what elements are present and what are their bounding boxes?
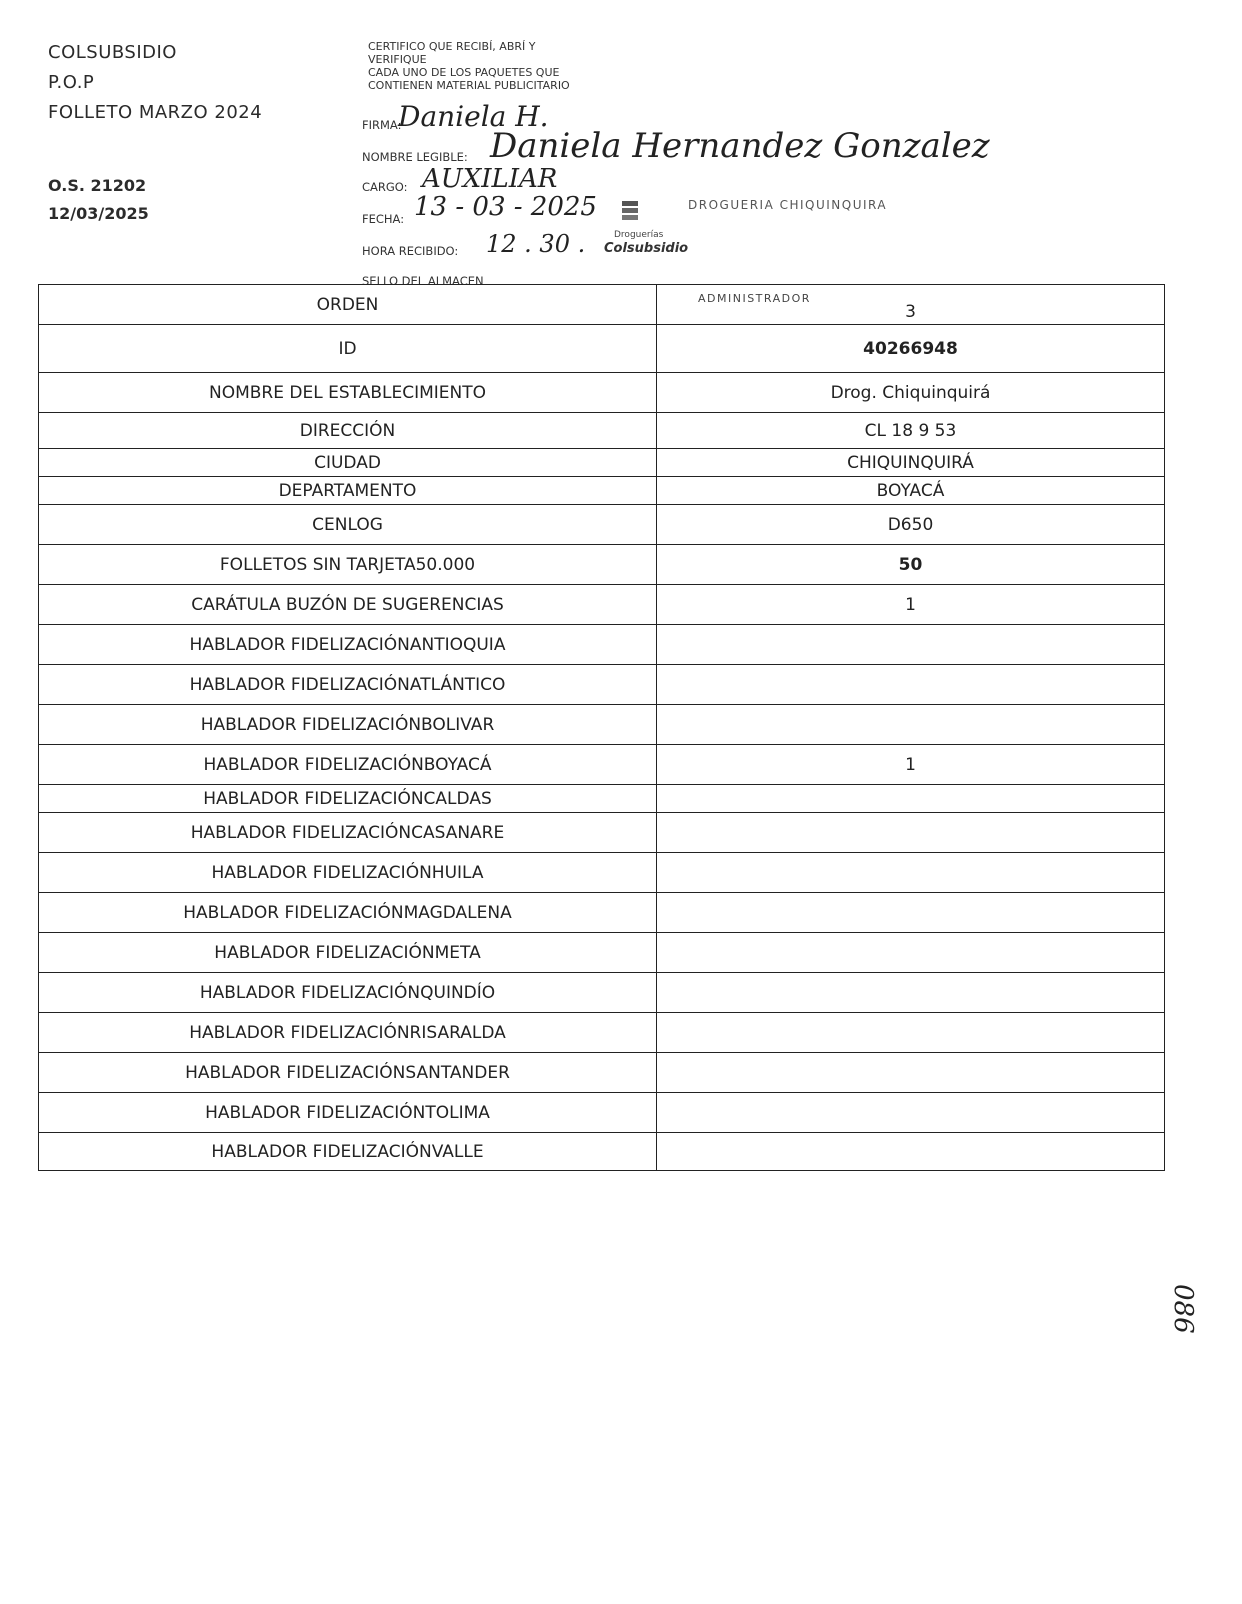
row-label: HABLADOR FIDELIZACIÓNRISARALDA bbox=[39, 1013, 657, 1053]
table-row bbox=[39, 449, 1165, 477]
table-row bbox=[39, 933, 1165, 973]
company-name: COLSUBSIDIO bbox=[48, 42, 177, 63]
row-value bbox=[657, 665, 1165, 705]
row-value: CL 18 9 53 bbox=[657, 413, 1165, 449]
fecha-label: FECHA: bbox=[362, 212, 405, 226]
table-row bbox=[39, 285, 1165, 325]
table-row bbox=[39, 785, 1165, 813]
cargo-label: CARGO: bbox=[362, 180, 408, 194]
row-label: CIUDAD bbox=[39, 449, 657, 477]
table-row bbox=[39, 853, 1165, 893]
row-label: CENLOG bbox=[39, 505, 657, 545]
row-value bbox=[657, 705, 1165, 745]
stamp-brand: Colsubsidio bbox=[604, 241, 689, 256]
order-date: 12/03/2025 bbox=[48, 204, 149, 223]
row-value: Drog. Chiquinquirá bbox=[657, 373, 1165, 413]
row-value bbox=[657, 1013, 1165, 1053]
table-row bbox=[39, 477, 1165, 505]
row-label: DIRECCIÓN bbox=[39, 413, 657, 449]
sello-label: SELLO DEL ALMACEN bbox=[362, 274, 484, 288]
row-label: HABLADOR FIDELIZACIÓNMAGDALENA bbox=[39, 893, 657, 933]
row-value: 1 bbox=[657, 745, 1165, 785]
table-row bbox=[39, 1093, 1165, 1133]
row-label: HABLADOR FIDELIZACIÓNBOYACÁ bbox=[39, 745, 657, 785]
nombre-value: Daniela Hernandez Gonzalez bbox=[490, 126, 990, 166]
nombre-label: NOMBRE LEGIBLE: bbox=[362, 150, 468, 164]
row-value bbox=[657, 625, 1165, 665]
row-value bbox=[657, 1093, 1165, 1133]
row-value bbox=[657, 813, 1165, 853]
fecha-value: 13 - 03 - 2025 bbox=[414, 192, 597, 222]
row-label: HABLADOR FIDELIZACIÓNHUILA bbox=[39, 853, 657, 893]
row-value: 40266948 bbox=[657, 325, 1165, 373]
table-row bbox=[39, 1013, 1165, 1053]
table-row bbox=[39, 893, 1165, 933]
campaign-title: FOLLETO MARZO 2024 bbox=[48, 102, 263, 123]
row-label: DEPARTAMENTO bbox=[39, 477, 657, 505]
margin-note: 086 bbox=[1168, 1284, 1198, 1334]
row-value bbox=[657, 893, 1165, 933]
row-label: HABLADOR FIDELIZACIÓNANTIOQUIA bbox=[39, 625, 657, 665]
document-type: P.O.P bbox=[48, 72, 95, 93]
row-value: BOYACÁ bbox=[657, 477, 1165, 505]
row-label: HABLADOR FIDELIZACIÓNSANTANDER bbox=[39, 1053, 657, 1093]
row-value bbox=[657, 973, 1165, 1013]
colsubsidio-logo-icon bbox=[620, 198, 642, 228]
table-row bbox=[39, 1053, 1165, 1093]
table-row bbox=[39, 745, 1165, 785]
table-row bbox=[39, 413, 1165, 449]
row-value bbox=[657, 853, 1165, 893]
row-label: HABLADOR FIDELIZACIÓNCALDAS bbox=[39, 785, 657, 813]
row-label: HABLADOR FIDELIZACIÓNMETA bbox=[39, 933, 657, 973]
row-label: HABLADOR FIDELIZACIÓNVALLE bbox=[39, 1133, 657, 1171]
cargo-value: AUXILIAR bbox=[422, 164, 558, 194]
firma-label: FIRMA: bbox=[362, 118, 402, 132]
row-label: HABLADOR FIDELIZACIÓNCASANARE bbox=[39, 813, 657, 853]
row-label: CARÁTULA BUZÓN DE SUGERENCIAS bbox=[39, 585, 657, 625]
row-value bbox=[657, 933, 1165, 973]
row-label: HABLADOR FIDELIZACIÓNTOLIMA bbox=[39, 1093, 657, 1133]
table-row bbox=[39, 625, 1165, 665]
row-value: 50 bbox=[657, 545, 1165, 585]
row-label: FOLLETOS SIN TARJETA50.000 bbox=[39, 545, 657, 585]
stamp-role: ADMINISTRADOR bbox=[698, 292, 811, 305]
row-value: 3 bbox=[657, 285, 1165, 325]
order-number: O.S. 21202 bbox=[48, 176, 147, 195]
row-value bbox=[657, 1133, 1165, 1171]
row-value: 1 bbox=[657, 585, 1165, 625]
table-row bbox=[39, 373, 1165, 413]
row-value bbox=[657, 1053, 1165, 1093]
table-row bbox=[39, 325, 1165, 373]
material-table bbox=[38, 284, 1165, 1171]
order-info bbox=[48, 172, 149, 228]
row-label: HABLADOR FIDELIZACIÓNATLÁNTICO bbox=[39, 665, 657, 705]
row-label: HABLADOR FIDELIZACIÓNQUINDÍO bbox=[39, 973, 657, 1013]
hora-label: HORA RECIBIDO: bbox=[362, 244, 459, 258]
hora-value: 12 . 30 . bbox=[486, 230, 586, 258]
row-label: NOMBRE DEL ESTABLECIMIENTO bbox=[39, 373, 657, 413]
row-label: ORDEN bbox=[39, 285, 657, 325]
table-row bbox=[39, 585, 1165, 625]
row-value: CHIQUINQUIRÁ bbox=[657, 449, 1165, 477]
table-row bbox=[39, 665, 1165, 705]
row-label: ID bbox=[39, 325, 657, 373]
table-row bbox=[39, 973, 1165, 1013]
row-value bbox=[657, 785, 1165, 813]
table-row bbox=[39, 813, 1165, 853]
stamp-store-name: DROGUERIA CHIQUINQUIRA bbox=[688, 198, 888, 212]
table-row bbox=[39, 545, 1165, 585]
table-row bbox=[39, 505, 1165, 545]
table-row bbox=[39, 705, 1165, 745]
certificate-statement: CERTIFICO QUE RECIBÍ, ABRÍ Y VERIFIQUE CADA UNO DE LOS PAQUETES QUE CONTIENEN MATERIAL PUBLICITARIO bbox=[368, 40, 570, 92]
stamp-subbrand: Droguerías bbox=[614, 230, 664, 240]
row-value: D650 bbox=[657, 505, 1165, 545]
row-label: HABLADOR FIDELIZACIÓNBOLIVAR bbox=[39, 705, 657, 745]
company-header bbox=[48, 38, 262, 128]
firma-signature: Daniela H. bbox=[398, 100, 549, 133]
table-row bbox=[39, 1133, 1165, 1171]
